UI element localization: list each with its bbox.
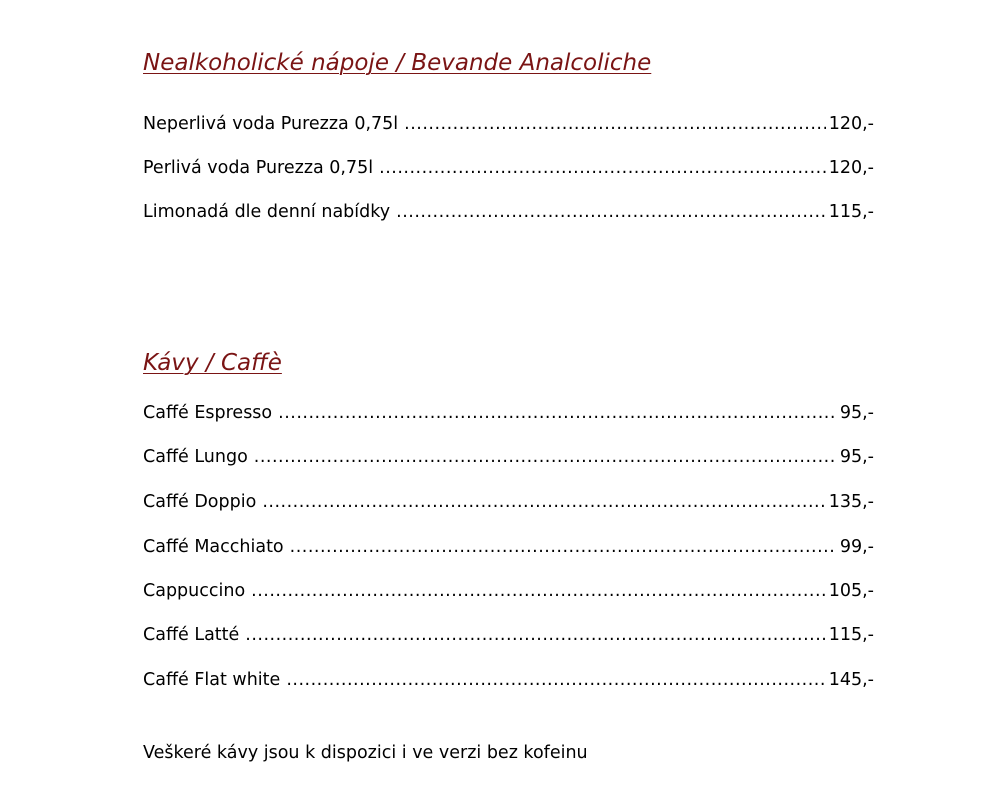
leader-dots (262, 492, 825, 512)
menu-item (143, 403, 874, 427)
menu-item (143, 537, 874, 561)
item-price: 145,- (828, 670, 874, 690)
item-name: Caffé Doppio (143, 492, 257, 512)
item-name: Caffé Flat white (143, 670, 281, 690)
item-price: 95,- (839, 447, 874, 467)
item-name: Caffé Macchiato (143, 537, 284, 557)
menu-item (143, 492, 874, 516)
leader-dots (396, 202, 826, 222)
leader-dots (286, 670, 825, 690)
item-price: 115,- (828, 625, 874, 645)
leader-dots (404, 114, 826, 134)
section-heading-nealko: Nealkoholické nápoje / Bevande Analcoliche (143, 50, 652, 76)
item-name: Limonadá dle denní nabídky (143, 202, 391, 222)
item-price: 120,- (828, 158, 874, 178)
item-price: 95,- (839, 403, 874, 423)
leader-dots (251, 581, 826, 601)
menu-item (143, 447, 874, 471)
menu-item (143, 625, 874, 649)
menu-item (143, 670, 874, 694)
item-name: Cappuccino (143, 581, 246, 601)
menu-item (143, 581, 874, 605)
leader-dots (245, 625, 825, 645)
leader-dots (290, 537, 837, 557)
item-price: 115,- (828, 202, 874, 222)
item-name: Caffé Lungo (143, 447, 248, 467)
menu-item (143, 202, 874, 226)
decaf-note: Veškeré kávy jsou k dispozici i ve verzi bez kofeinu (143, 743, 588, 763)
leader-dots (254, 447, 837, 467)
menu-item (143, 114, 874, 138)
item-price: 135,- (828, 492, 874, 512)
item-name: Perlivá voda Purezza 0,75l (143, 158, 374, 178)
item-name: Caffé Espresso (143, 403, 273, 423)
item-price: 120,- (828, 114, 874, 134)
item-name: Neperlivá voda Purezza 0,75l (143, 114, 399, 134)
item-name: Caffé Latté (143, 625, 240, 645)
item-price: 99,- (839, 537, 874, 557)
item-price: 105,- (828, 581, 874, 601)
leader-dots (379, 158, 826, 178)
leader-dots (278, 403, 837, 423)
section-heading-kavy: Kávy / Caffè (143, 350, 282, 376)
menu-item (143, 158, 874, 182)
